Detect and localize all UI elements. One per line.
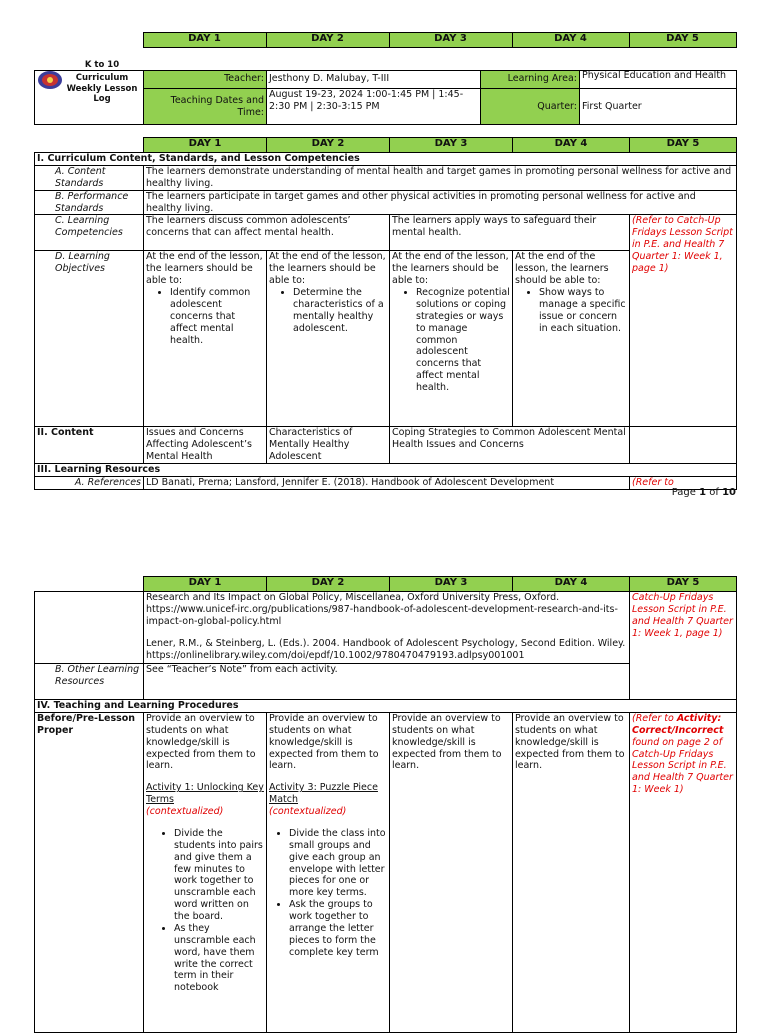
activity-step: • Divide the class into small groups and give each group an envelope with letter pieces for one or more key terms.: [289, 828, 387, 899]
reference-entry-1: Research and Its Impact on Global Policy, Miscellanea, Oxford University Press, Oxford. https://www.unicef-irc.org/publications/987-handbook-of-adolescent-development-research-and-its-impact-on-global-policy.html: [146, 592, 618, 627]
day-2-header: DAY 2: [267, 138, 390, 153]
references-day5-note: (Refer to: [630, 476, 737, 489]
activity-step: • Divide the students into pairs and give them a few minutes to work together to unscramble each word written on the board.: [174, 828, 264, 923]
day-4-header: DAY 4: [512, 33, 629, 48]
performance-standards-value: The learners participate in target games and other physical activities in promoting personal wellness for active and healthy living.: [144, 190, 737, 215]
dates-label: Teaching Dates and Time:: [144, 89, 267, 125]
day-3-header: DAY 3: [390, 138, 513, 153]
procedure-day3: [390, 712, 513, 1032]
objective-item: • Show ways to manage a specific issue or concern in each situation.: [539, 287, 627, 335]
activity-step: • As they unscramble each word, have them write the correct term in their notebook: [174, 923, 264, 994]
contextualized-tag: (contextualized): [269, 806, 347, 817]
day-3-header: DAY 3: [389, 33, 512, 48]
day-1-header: DAY 1: [144, 577, 267, 592]
section-procedures-title: IV. Teaching and Learning Procedures: [35, 700, 737, 713]
area-value: Physical Education and Health: [580, 71, 737, 89]
objectives-intro: At the end of the lesson, the learners should be able to:: [146, 251, 263, 287]
reference-entry-2: Lener, R.M., & Steinberg, L. (Eds.). 2004. Handbook of Adolescent Psychology, Second Edition. Wiley. https://onlinelibrary.wiley.com/doi/epdf/10.1002/9780470479193.adlpsy001001: [146, 637, 626, 661]
of-label: of: [709, 487, 719, 498]
day-4-header: DAY 4: [513, 138, 630, 153]
day-2-header: DAY 2: [266, 33, 389, 48]
objectives-day2: [267, 251, 390, 427]
objective-item: • Identify common adolescent concerns that affect mental health.: [170, 287, 264, 346]
section-resources-title: III. Learning Resources: [35, 464, 737, 477]
day-1-header: DAY 1: [143, 33, 266, 48]
top-day-header: [34, 32, 737, 48]
content-day2: Characteristics of Mentally Healthy Adolescent: [267, 427, 390, 464]
day-1-header: DAY 1: [144, 138, 267, 153]
other-resources-label: B. Other Learning Resources: [35, 664, 144, 700]
procedure-day5-note: [630, 712, 737, 1032]
content-section-title: II. Content: [35, 427, 144, 464]
other-resources-value: See “Teacher’s Note” from each activity.: [144, 664, 630, 700]
day-5-header: DAY 5: [629, 33, 736, 48]
overview-text: Provide an overview to students on what knowledge/skill is expected from them to learn.: [269, 712, 379, 772]
page-indicator: [672, 487, 736, 500]
references-label: A. References: [35, 476, 144, 489]
references-value: LD Banati, Prerna; Lansford, Jennifer E. (2018). Handbook of Adolescent Development: [144, 476, 630, 489]
day-3-header: DAY 3: [390, 577, 513, 592]
content-day1: Issues and Concerns Affecting Adolescent’s Mental Health: [144, 427, 267, 464]
day-4-header: DAY 4: [513, 577, 630, 592]
objectives-day3: [390, 251, 513, 427]
procedure-day1: [144, 712, 267, 1032]
competencies-day12: The learners discuss common adolescents’ concerns that can affect mental health.: [144, 215, 390, 251]
teacher-label: Teacher:: [144, 71, 267, 89]
log-title-cell: K to 10 Curriculum Weekly Lesson Log: [35, 71, 144, 125]
section-curriculum-title: I. Curriculum Content, Standards, and Lesson Competencies: [35, 153, 737, 166]
content-standards-value: The learners demonstrate understanding of mental health and target games in promoting personal wellness for active and healthy living.: [144, 165, 737, 190]
day-5-header: DAY 5: [630, 138, 737, 153]
page-total: 10: [722, 487, 736, 498]
objective-item: • Recognize potential solutions or coping strategies or ways to manage common adolescent concerns that affect mental health.: [416, 287, 510, 394]
objective-item: • Determine the characteristics of a mentally healthy adolescent.: [293, 287, 387, 335]
lesson-log-table-page1: [34, 137, 737, 490]
objectives-intro: At the end of the lesson, the learners should be able to:: [392, 251, 509, 287]
procedure-day4: [513, 712, 630, 1032]
log-title: Curriculum Weekly Lesson Log: [66, 73, 138, 105]
day-2-header: DAY 2: [267, 577, 390, 592]
page-number: 1: [699, 487, 707, 498]
overview-text: Provide an overview to students on what knowledge/skill is expected from them to learn.: [515, 712, 625, 772]
page-label: Page: [671, 487, 696, 498]
competencies-label: C. Learning Competencies: [35, 215, 144, 251]
before-lesson-label: Before/Pre-Lesson Proper: [35, 712, 144, 1032]
area-label: Learning Area:: [481, 71, 580, 89]
header-info-table: [34, 60, 737, 125]
content-day34: Coping Strategies to Common Adolescent Mental Health Issues and Concerns: [390, 427, 630, 464]
overview-text: Provide an overview to students on what knowledge/skill is expected from them to learn.: [392, 712, 502, 772]
overview-text: Provide an overview to students on what knowledge/skill is expected from them to learn.: [146, 712, 256, 772]
lesson-log-table-page2: [34, 576, 737, 1033]
objectives-day4: [513, 251, 630, 427]
activity-1-title: Activity 1: Unlocking Key Terms: [146, 782, 264, 806]
competencies-day5-note: (Refer to Catch-Up Fridays Lesson Script in P.E. and Health 7 Quarter 1: Week 1, page 1): [630, 215, 737, 427]
activity-step: • Ask the groups to work together to arrange the letter pieces to form the complete key term: [289, 899, 387, 958]
objectives-label: D. Learning Objectives: [35, 251, 144, 427]
objectives-intro: At the end of the lesson, the learners should be able to:: [515, 251, 609, 287]
quarter-label: Quarter:: [481, 89, 580, 125]
contextualized-tag: (contextualized): [146, 806, 224, 817]
references-day5-note-continued: Catch-Up Fridays Lesson Script in P.E. and Health 7 Quarter 1: Week 1, page 1): [630, 592, 737, 700]
refer-suffix: found on page 2 of Catch-Up Fridays Lesson Script in P.E. and Health 7 Quarter 1: Week 1): [632, 736, 733, 796]
activity-3-title: Activity 3: Puzzle Piece Match: [269, 782, 378, 806]
competencies-day34: The learners apply ways to safeguard their mental health.: [390, 215, 630, 251]
day-5-header: DAY 5: [630, 577, 737, 592]
objectives-day1: [144, 251, 267, 427]
references-continued: [144, 592, 630, 664]
content-standards-label: A. Content Standards: [35, 165, 144, 190]
performance-standards-label: B. Performance Standards: [35, 190, 144, 215]
objectives-intro: At the end of the lesson, the learners should be able to:: [269, 251, 386, 287]
refer-prefix: (Refer to: [632, 712, 677, 724]
dates-value: August 19-23, 2024 1:00-1:45 PM | 1:45-2:30 PM | 2:30-3:15 PM: [267, 89, 481, 125]
teacher-value: Jesthony D. Malubay, T-III: [267, 71, 481, 89]
activity-correct-incorrect: Activity: Correct/Incorrect: [632, 712, 724, 736]
procedure-day2: [267, 712, 390, 1032]
quarter-value: First Quarter: [580, 89, 737, 125]
